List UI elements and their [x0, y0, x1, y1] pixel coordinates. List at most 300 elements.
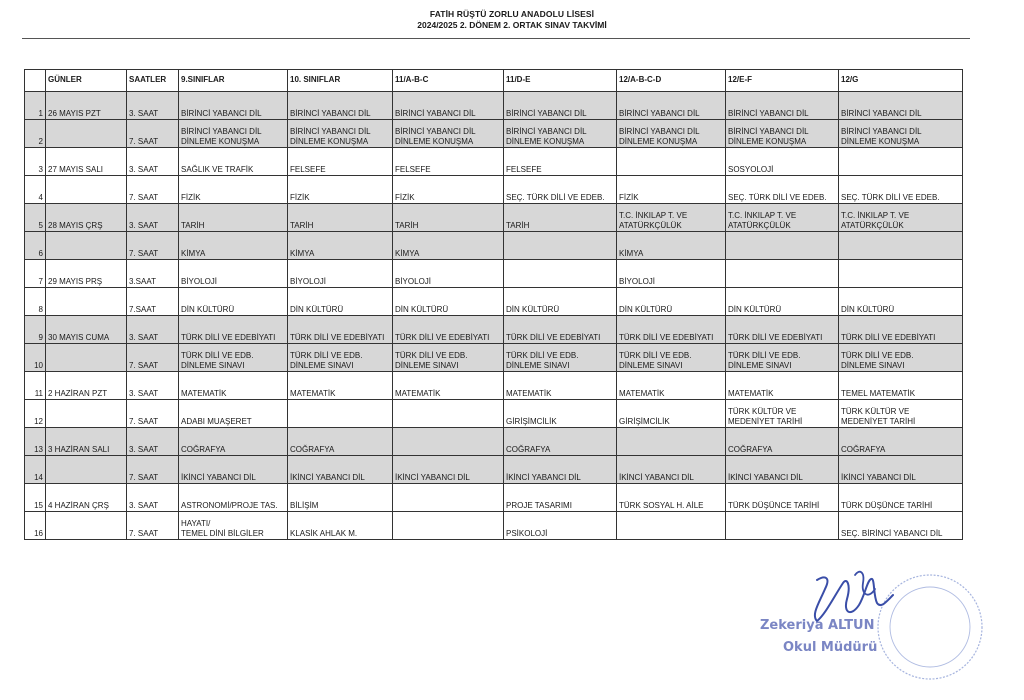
exam-cell	[839, 120, 963, 148]
cell-text: 7	[38, 276, 43, 286]
exam-cell	[726, 316, 839, 344]
exam-schedule-table	[24, 69, 963, 540]
cell-text: TÜRK DİLİ VE EDB. DİNLEME SINAVI	[841, 351, 914, 370]
column-header: GÜNLER	[46, 70, 127, 92]
exam-cell	[617, 400, 726, 428]
exam-cell	[504, 428, 617, 456]
exam-cell	[393, 372, 504, 400]
exam-cell	[288, 428, 393, 456]
cell-text: 3. SAAT	[129, 444, 159, 454]
document-header	[0, 9, 1024, 30]
period-cell	[127, 400, 179, 428]
table-row	[25, 428, 963, 456]
exam-cell	[726, 428, 839, 456]
exam-cell	[839, 316, 963, 344]
exam-cell	[839, 232, 963, 260]
table-row	[25, 92, 963, 120]
cell-text: TÜRK KÜLTÜR VE MEDENİYET TARİHİ	[841, 407, 916, 426]
cell-text: TARİH	[506, 220, 530, 230]
exam-cell	[179, 260, 288, 288]
cell-text: TÜRK DİLİ VE EDB. DİNLEME SINAVI	[728, 351, 801, 370]
table-row	[25, 316, 963, 344]
exam-cell	[839, 344, 963, 372]
exam-cell	[617, 120, 726, 148]
period-cell	[127, 456, 179, 484]
cell-text: SEÇ. TÜRK DİLİ VE EDEB.	[841, 192, 940, 202]
cell-text: TÜRK DİLİ VE EDB. DİNLEME SINAVI	[506, 351, 579, 370]
school-title: FATİH RÜŞTÜ ZORLU ANADOLU LİSESİ	[429, 9, 595, 19]
cell-text: BİYOLOJİ	[619, 276, 656, 286]
cell-text: T.C. İNKILAP T. VE ATATÜRKÇÜLÜK	[841, 211, 910, 230]
row-number	[25, 260, 46, 288]
column-header: 9.SINIFLAR	[179, 70, 288, 92]
cell-text: DİN KÜLTÜRÜ	[506, 304, 560, 314]
exam-cell	[839, 148, 963, 176]
cell-text: BİRİNCİ YABANCI DİL	[728, 108, 809, 118]
table-row	[25, 512, 963, 540]
official-seal-inner	[890, 587, 970, 667]
cell-text: İKİNCİ YABANCI DİL	[728, 472, 803, 482]
cell-text: BİYOLOJİ	[290, 276, 327, 286]
exam-cell	[839, 428, 963, 456]
period-cell	[127, 344, 179, 372]
cell-text: KİMYA	[619, 248, 644, 258]
cell-text: KİMYA	[395, 248, 420, 258]
exam-cell	[393, 148, 504, 176]
day-cell	[46, 92, 127, 120]
exam-cell	[288, 204, 393, 232]
cell-text: TÜRK DİLİ VE EDEBİYATI	[619, 332, 714, 342]
exam-cell	[726, 344, 839, 372]
cell-text: 13	[34, 444, 43, 454]
cell-text: DİN KÜLTÜRÜ	[395, 304, 449, 314]
row-number	[25, 400, 46, 428]
cell-text: 27 MAYIS SALI	[48, 164, 103, 174]
exam-cell	[393, 288, 504, 316]
cell-text: TARİH	[290, 220, 314, 230]
cell-text: İKİNCİ YABANCI DİL	[395, 472, 470, 482]
exam-cell	[617, 288, 726, 316]
day-cell	[46, 176, 127, 204]
exam-cell	[288, 288, 393, 316]
cell-text: GİRİŞİMCİLİK	[619, 416, 670, 426]
cell-text: 3.SAAT	[129, 276, 156, 286]
exam-cell	[288, 512, 393, 540]
exam-cell	[504, 204, 617, 232]
exam-cell	[288, 372, 393, 400]
exam-cell	[839, 400, 963, 428]
cell-text: KLASİK AHLAK M.	[290, 528, 358, 538]
cell-text: DİN KÜLTÜRÜ	[619, 304, 673, 314]
cell-text: 9	[38, 332, 43, 342]
principal-title: Okul Müdürü	[783, 640, 878, 655]
cell-text: COĞRAFYA	[506, 444, 551, 454]
exam-cell	[839, 512, 963, 540]
day-cell	[46, 456, 127, 484]
table-row	[25, 288, 963, 316]
exam-cell	[179, 148, 288, 176]
cell-text: 3. SAAT	[129, 500, 159, 510]
cell-text: DİN KÜLTÜRÜ	[181, 304, 235, 314]
exam-cell	[504, 92, 617, 120]
cell-text: COĞRAFYA	[728, 444, 773, 454]
exam-cell	[393, 400, 504, 428]
cell-text: BİRİNCİ YABANCI DİL DİNLEME KONUŞMA	[181, 127, 262, 146]
period-cell	[127, 316, 179, 344]
cell-text: ADABI MUAŞERET	[181, 416, 252, 426]
day-cell	[46, 400, 127, 428]
exam-cell	[617, 204, 726, 232]
row-number	[25, 120, 46, 148]
cell-text: PSİKOLOJİ	[506, 528, 548, 538]
exam-cell	[288, 176, 393, 204]
period-cell	[127, 204, 179, 232]
cell-text: BİRİNCİ YABANCI DİL DİNLEME KONUŞMA	[841, 127, 922, 146]
table-row	[25, 400, 963, 428]
day-cell	[46, 204, 127, 232]
cell-text: TÜRK DİLİ VE EDEBİYATI	[181, 332, 276, 342]
cell-text: 11	[34, 388, 43, 398]
exam-cell	[617, 456, 726, 484]
exam-cell	[288, 400, 393, 428]
period-cell	[127, 428, 179, 456]
table-header-row	[25, 70, 963, 92]
table-row	[25, 344, 963, 372]
exam-cell	[617, 428, 726, 456]
exam-cell	[179, 92, 288, 120]
cell-text: MATEMATİK	[181, 388, 227, 398]
cell-text: 16	[34, 528, 43, 538]
exam-cell	[726, 456, 839, 484]
cell-text: SEÇ. BİRİNCİ YABANCI DİL	[841, 528, 943, 538]
exam-cell	[504, 232, 617, 260]
cell-text: TÜRK DİLİ VE EDB. DİNLEME SINAVI	[181, 351, 254, 370]
cell-text: T.C. İNKILAP T. VE ATATÜRKÇÜLÜK	[619, 211, 688, 230]
period-cell	[127, 260, 179, 288]
exam-cell	[726, 120, 839, 148]
cell-text: 4	[38, 192, 43, 202]
column-header: 12/G	[839, 70, 963, 92]
cell-text: TÜRK DİLİ VE EDEBİYATI	[841, 332, 936, 342]
cell-text: 5	[38, 220, 43, 230]
column-header: SAATLER	[127, 70, 179, 92]
cell-text: 12	[34, 416, 43, 426]
cell-text: 3. SAAT	[129, 220, 159, 230]
exam-cell	[726, 372, 839, 400]
cell-text: BİRİNCİ YABANCI DİL DİNLEME KONUŞMA	[728, 127, 809, 146]
exam-cell	[393, 204, 504, 232]
cell-text: FİZİK	[619, 192, 639, 202]
exam-cell	[393, 92, 504, 120]
cell-text: TÜRK DİLİ VE EDEBİYATI	[506, 332, 601, 342]
cell-text: SEÇ. TÜRK DİLİ VE EDEB.	[506, 192, 605, 202]
cell-text: BİRİNCİ YABANCI DİL DİNLEME KONUŞMA	[619, 127, 700, 146]
cell-text: T.C. İNKILAP T. VE ATATÜRKÇÜLÜK	[728, 211, 797, 230]
cell-text: BİYOLOJİ	[181, 276, 218, 286]
cell-text: BİRİNCİ YABANCI DİL	[395, 108, 476, 118]
exam-cell	[726, 484, 839, 512]
exam-cell	[726, 512, 839, 540]
exam-cell	[179, 512, 288, 540]
cell-text: GİRİŞİMCİLİK	[506, 416, 557, 426]
exam-cell	[504, 344, 617, 372]
exam-cell	[179, 120, 288, 148]
exam-cell	[179, 344, 288, 372]
cell-text: FİZİK	[395, 192, 415, 202]
cell-text: 3. SAAT	[129, 332, 159, 342]
cell-text: 3. SAAT	[129, 388, 159, 398]
period-cell	[127, 148, 179, 176]
exam-cell	[839, 92, 963, 120]
table-row	[25, 484, 963, 512]
exam-cell	[393, 428, 504, 456]
cell-text: TÜRK DİLİ VE EDB. DİNLEME SINAVI	[619, 351, 692, 370]
exam-cell	[288, 456, 393, 484]
exam-cell	[726, 148, 839, 176]
exam-cell	[726, 400, 839, 428]
table-body	[25, 92, 963, 540]
cell-text: İKİNCİ YABANCI DİL	[290, 472, 365, 482]
period-cell	[127, 288, 179, 316]
cell-text: 7. SAAT	[129, 416, 159, 426]
exam-cell	[617, 512, 726, 540]
exam-cell	[839, 288, 963, 316]
exam-cell	[504, 288, 617, 316]
day-cell	[46, 372, 127, 400]
principal-name: Zekeriya ALTUN	[760, 618, 875, 633]
exam-cell	[393, 456, 504, 484]
exam-cell	[288, 232, 393, 260]
row-number	[25, 316, 46, 344]
exam-cell	[839, 204, 963, 232]
exam-cell	[726, 260, 839, 288]
exam-cell	[617, 484, 726, 512]
cell-text: COĞRAFYA	[181, 444, 226, 454]
cell-text: DİN KÜLTÜRÜ	[841, 304, 895, 314]
cell-text: TÜRK SOSYAL H. AİLE	[619, 500, 704, 510]
cell-text: BİLİŞİM	[290, 500, 319, 510]
row-number	[25, 176, 46, 204]
cell-text: TÜRK DÜŞÜNCE TARİHİ	[728, 500, 820, 510]
period-cell	[127, 372, 179, 400]
exam-cell	[179, 372, 288, 400]
cell-text: KİMYA	[181, 248, 206, 258]
cell-text: BİRİNCİ YABANCI DİL	[619, 108, 700, 118]
cell-text: FİZİK	[290, 192, 310, 202]
exam-cell	[179, 176, 288, 204]
exam-cell	[617, 344, 726, 372]
column-header: 12/A-B-C-D	[617, 70, 726, 92]
exam-cell	[617, 92, 726, 120]
period-cell	[127, 484, 179, 512]
cell-text: BİRİNCİ YABANCI DİL	[290, 108, 371, 118]
exam-cell	[839, 260, 963, 288]
cell-text: 4 HAZİRAN ÇRŞ	[48, 500, 109, 510]
exam-cell	[504, 148, 617, 176]
exam-cell	[179, 428, 288, 456]
day-cell	[46, 288, 127, 316]
row-number	[25, 484, 46, 512]
cell-text: BİRİNCİ YABANCI DİL DİNLEME KONUŞMA	[395, 127, 476, 146]
column-header: 10. SINIFLAR	[288, 70, 393, 92]
exam-cell	[504, 456, 617, 484]
cell-text: TARİH	[181, 220, 205, 230]
cell-text: 15	[34, 500, 43, 510]
cell-text: 7. SAAT	[129, 248, 159, 258]
exam-cell	[393, 484, 504, 512]
exam-cell	[179, 400, 288, 428]
exam-cell	[179, 204, 288, 232]
exam-cell	[179, 316, 288, 344]
cell-text: TÜRK DİLİ VE EDEBİYATI	[395, 332, 490, 342]
cell-text: 3	[38, 164, 43, 174]
cell-text: TÜRK DİLİ VE EDEBİYATI	[728, 332, 823, 342]
exam-cell	[504, 176, 617, 204]
column-header: 11/A-B-C	[393, 70, 504, 92]
row-number	[25, 148, 46, 176]
official-seal-outer	[878, 575, 982, 679]
exam-cell	[288, 148, 393, 176]
exam-cell	[617, 372, 726, 400]
exam-cell	[393, 176, 504, 204]
row-number	[25, 512, 46, 540]
exam-cell	[617, 232, 726, 260]
cell-text: 1	[38, 108, 43, 118]
day-cell	[46, 428, 127, 456]
column-header: 11/D-E	[504, 70, 617, 92]
exam-cell	[726, 204, 839, 232]
period-cell	[127, 92, 179, 120]
exam-cell	[393, 316, 504, 344]
cell-text: DİN KÜLTÜRÜ	[290, 304, 344, 314]
cell-text: ASTRONOMİ/PROJE TAS.	[181, 500, 278, 510]
exam-cell	[617, 148, 726, 176]
table-row	[25, 260, 963, 288]
exam-cell	[288, 316, 393, 344]
cell-text: 7. SAAT	[129, 136, 159, 146]
exam-cell	[179, 456, 288, 484]
cell-text: 7.SAAT	[129, 304, 156, 314]
cell-text: BİYOLOJİ	[395, 276, 432, 286]
day-cell	[46, 316, 127, 344]
cell-text: HAYATI/ TEMEL DİNİ BİLGİLER	[181, 519, 264, 538]
period-cell	[127, 512, 179, 540]
day-cell	[46, 120, 127, 148]
cell-text: İKİNCİ YABANCI DİL	[619, 472, 694, 482]
cell-text: 29 MAYIS PRŞ	[48, 276, 103, 286]
cell-text: 28 MAYIS ÇRŞ	[48, 220, 103, 230]
cell-text: 2	[38, 136, 43, 146]
exam-cell	[179, 484, 288, 512]
exam-cell	[617, 176, 726, 204]
cell-text: 3. SAAT	[129, 164, 159, 174]
table-row	[25, 176, 963, 204]
cell-text: SEÇ. TÜRK DİLİ VE EDEB.	[728, 192, 827, 202]
column-header	[25, 70, 46, 92]
exam-cell	[288, 344, 393, 372]
exam-cell	[839, 176, 963, 204]
exam-cell	[839, 372, 963, 400]
period-cell	[127, 232, 179, 260]
cell-text: 7. SAAT	[129, 360, 159, 370]
header-divider	[22, 38, 970, 39]
exam-cell	[504, 120, 617, 148]
day-cell	[46, 344, 127, 372]
exam-cell	[288, 120, 393, 148]
cell-text: 30 MAYIS CUMA	[48, 332, 110, 342]
exam-cell	[617, 260, 726, 288]
exam-cell	[393, 344, 504, 372]
exam-cell	[839, 484, 963, 512]
day-cell	[46, 512, 127, 540]
cell-text: 8	[38, 304, 43, 314]
exam-schedule-subtitle: 2024/2025 2. DÖNEM 2. ORTAK SINAV TAKVİMİ	[417, 20, 607, 30]
row-number	[25, 288, 46, 316]
cell-text: 6	[38, 248, 43, 258]
period-cell	[127, 120, 179, 148]
table-row	[25, 148, 963, 176]
cell-text: FELSEFE	[506, 164, 542, 174]
exam-cell	[839, 456, 963, 484]
day-cell	[46, 232, 127, 260]
day-cell	[46, 148, 127, 176]
cell-text: 3 HAZİRAN SALI	[48, 444, 110, 454]
cell-text: TÜRK DİLİ VE EDB. DİNLEME SINAVI	[290, 351, 363, 370]
exam-cell	[726, 288, 839, 316]
row-number	[25, 232, 46, 260]
exam-cell	[288, 92, 393, 120]
cell-text: FELSEFE	[395, 164, 431, 174]
cell-text: MATEMATİK	[395, 388, 441, 398]
cell-text: 2 HAZİRAN PZT	[48, 388, 108, 398]
exam-cell	[504, 484, 617, 512]
cell-text: FİZİK	[181, 192, 201, 202]
exam-cell	[726, 176, 839, 204]
cell-text: SOSYOLOJİ	[728, 164, 774, 174]
row-number	[25, 204, 46, 232]
exam-cell	[617, 316, 726, 344]
table-row	[25, 204, 963, 232]
cell-text: 7. SAAT	[129, 528, 159, 538]
cell-text: BİRİNCİ YABANCI DİL	[506, 108, 587, 118]
exam-cell	[504, 260, 617, 288]
row-number	[25, 92, 46, 120]
cell-text: İKİNCİ YABANCI DİL	[181, 472, 256, 482]
cell-text: BİRİNCİ YABANCI DİL DİNLEME KONUŞMA	[506, 127, 587, 146]
cell-text: MATEMATİK	[506, 388, 552, 398]
table-row	[25, 232, 963, 260]
cell-text: KİMYA	[290, 248, 315, 258]
exam-cell	[179, 288, 288, 316]
exam-cell	[393, 232, 504, 260]
exam-cell	[288, 484, 393, 512]
cell-text: FELSEFE	[290, 164, 326, 174]
cell-text: TÜRK DİLİ VE EDEBİYATI	[290, 332, 385, 342]
cell-text: 7. SAAT	[129, 192, 159, 202]
exam-cell	[393, 260, 504, 288]
cell-text: TÜRK DÜŞÜNCE TARİHİ	[841, 500, 933, 510]
cell-text: COĞRAFYA	[841, 444, 886, 454]
exam-cell	[726, 92, 839, 120]
cell-text: TARİH	[395, 220, 419, 230]
cell-text: MATEMATİK	[619, 388, 665, 398]
day-cell	[46, 484, 127, 512]
table-row	[25, 456, 963, 484]
period-cell	[127, 176, 179, 204]
exam-cell	[179, 232, 288, 260]
cell-text: 14	[34, 472, 43, 482]
cell-text: MATEMATİK	[290, 388, 336, 398]
